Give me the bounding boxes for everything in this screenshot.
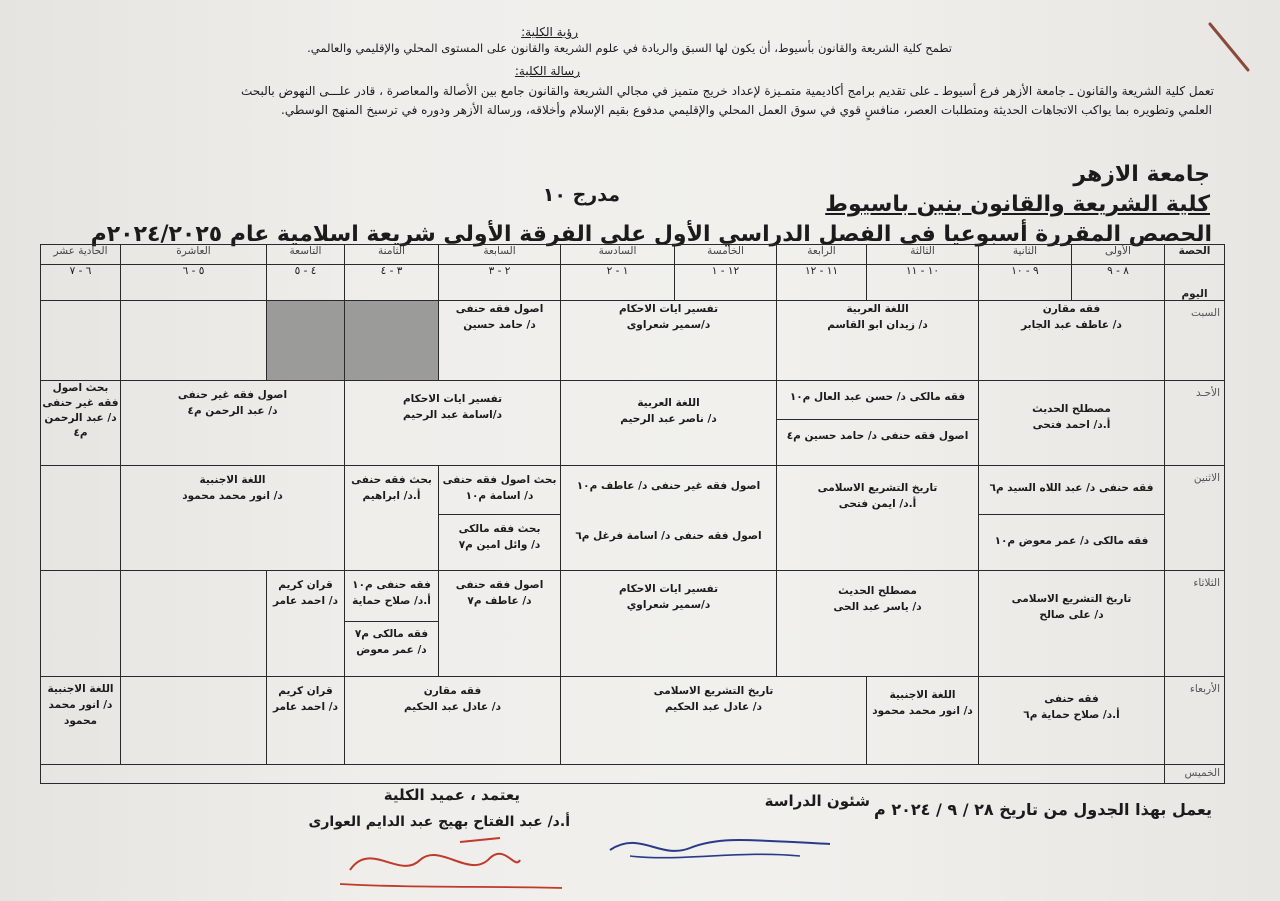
course-name: فقه مالكى د/ حسن عبد العال م١٠ — [789, 390, 966, 403]
lecturer-name: د/ انور محمد محمود — [48, 699, 113, 728]
course-name: اصول فقه حنفى — [455, 578, 544, 591]
course-name: مصطلح الحديث — [1032, 402, 1111, 415]
faculty-name: كلية الشريعة والقانون بنين باسيوط — [825, 192, 1210, 217]
period-names-row — [41, 245, 1225, 265]
lecturer-name: د/ عاطف م٧ — [467, 594, 532, 607]
time-5: ١٢ - ١ — [675, 264, 777, 301]
vision-title: رؤية الكلية: — [521, 25, 578, 39]
class-cell-split — [345, 570, 439, 677]
course-name: اصول فقه حنفى د/ حامد حسين م٤ — [777, 419, 978, 457]
day-sunday: الأحـد — [1165, 380, 1225, 466]
lecturer-name: أ.د/ ايمن فتحى — [838, 498, 917, 511]
period-8: الثامنة — [345, 245, 439, 265]
class-cell — [561, 380, 777, 466]
class-cell — [561, 301, 777, 380]
period-4: الرابعة — [777, 245, 867, 265]
period-5: الخامسة — [675, 245, 777, 265]
course-name: تاريخ التشريع الاسلامى — [817, 482, 938, 495]
day-saturday: السبت — [1165, 301, 1225, 380]
lecturer-name: د/ انور محمد محمود — [182, 490, 283, 503]
course-name: تاريخ التشريع الاسلامى — [1011, 592, 1132, 605]
dean-signature-icon — [330, 830, 570, 894]
class-cell — [345, 677, 561, 765]
schedule-table — [40, 244, 1225, 784]
effective-date: يعمل بهذا الجدول من تاريخ ٢٨ / ٩ / ٢٠٢٤ م — [874, 800, 1212, 819]
period-9: التاسعة — [267, 245, 345, 265]
day-row-sunday — [41, 380, 1225, 466]
time-4: ١١ - ١٢ — [777, 264, 867, 301]
course-block — [345, 621, 438, 671]
course-name: قران كريم — [278, 685, 333, 698]
time-3: ١٠ - ١١ — [867, 264, 979, 301]
course-name: اصول فقه حنفى د/ اسامة فرغل م٦ — [575, 530, 762, 543]
course-name: فقه مالكى د/ عمر معوض م١٠ — [979, 514, 1164, 562]
day-wednesday: الأربعاء — [1165, 677, 1225, 765]
lecturer-name: أ.د/ احمد فتحى — [1032, 418, 1111, 431]
corner-day: اليوم — [1165, 264, 1225, 301]
course-name: تاريخ التشريع الاسلامى — [653, 685, 774, 698]
study-affairs-label: شئون الدراسة — [764, 792, 870, 810]
empty-cell — [41, 301, 121, 380]
class-cell — [979, 301, 1165, 380]
hall-number: مدرج ١٠ — [542, 184, 620, 206]
time-10: ٥ - ٦ — [121, 264, 267, 301]
university-name: جامعة الازهر — [1073, 162, 1210, 187]
course-name: اصول فقه غير حنفى — [177, 388, 288, 401]
class-cell — [777, 466, 979, 570]
class-cell-split — [777, 380, 979, 466]
course-name: تفسير ايات الاحكام — [618, 303, 719, 316]
class-cell — [439, 570, 561, 677]
class-cell — [41, 380, 121, 466]
course-name: بحث فقه مالكى — [458, 523, 541, 536]
time-11: ٦ - ٧ — [41, 264, 121, 301]
class-cell-split — [439, 466, 561, 570]
course-block — [345, 571, 438, 621]
lecturer-name: د/ حامد حسين — [463, 319, 536, 332]
course-name: قران كريم — [278, 578, 333, 591]
class-cell — [121, 380, 345, 466]
class-cell — [439, 301, 561, 380]
class-cell — [777, 570, 979, 677]
period-1: الأولى — [1072, 245, 1165, 265]
lecturer-name: د/اسامة عبد الرحيم — [403, 408, 502, 421]
class-cell — [777, 301, 979, 380]
day-row-tuesday — [41, 570, 1225, 677]
lecturer-name: د/ ياسر عبد الحى — [833, 600, 922, 613]
lecturer-name: د/ احمد عامر — [273, 701, 338, 714]
empty-shaded-cell — [345, 301, 439, 380]
course-name: مصطلح الحديث — [838, 584, 917, 597]
lecturer-name: د/ عمر معوض — [356, 643, 427, 656]
day-row-saturday — [41, 301, 1225, 380]
time-6: ١ - ٢ — [561, 264, 675, 301]
course-name: بحث اصول فقه حنفى — [442, 474, 557, 487]
course-name: اصول فقه غير حنفى د/ عاطف م١٠ — [576, 480, 761, 493]
period-10: العاشرة — [121, 245, 267, 265]
lecturer-name: أ.د/ صلاح حماية — [352, 594, 431, 607]
course-name: بحث اصول فقه غير حنفى — [42, 381, 119, 409]
corner-period: الحصة — [1165, 245, 1225, 265]
lecturer-name: د/ عبد الرحمن م٤ — [187, 404, 278, 417]
course-name: فقه مالكى م٧ — [354, 627, 429, 640]
class-cell — [41, 677, 121, 765]
class-cell — [979, 677, 1165, 765]
lecturer-name: د/ عادل عبد الحكيم — [664, 701, 763, 714]
study-affairs-signature-icon — [600, 820, 840, 870]
day-row-thursday — [41, 765, 1225, 784]
course-name: اللغة الاجنبية — [889, 689, 956, 702]
course-name: بحث فقه حنفى — [351, 474, 432, 487]
lecturer-name: د/سمير شعراوى — [626, 319, 711, 332]
day-tuesday: الثلاثاء — [1165, 570, 1225, 677]
lecturer-name: د/ اسامة م١٠ — [465, 490, 534, 503]
class-cell — [267, 570, 345, 677]
course-name: اللغة العربية — [637, 396, 700, 409]
time-7: ٢ - ٣ — [439, 264, 561, 301]
course-name: فقه مقارن — [1042, 303, 1101, 316]
class-cell-split — [979, 466, 1165, 570]
day-monday: الاثنين — [1165, 466, 1225, 570]
lecturer-name: أ.د/ ابراهيم — [362, 490, 421, 503]
mission-text-line-2: العلمي وتطويره بما يواكب الاتجاهات الحديثة ومتطلبات العصر، منافسٍ قوي في سوق العمل المحلي والإقليمي مدفوع بقيم الإسلام وأخلاقه، ورسالة الأزهر ودوره في ترسيخ المنهج الوسطي. — [281, 103, 1212, 117]
lecturer-name: د/ وائل امين م٧ — [458, 539, 541, 552]
course-name: تفسير ايات الاحكام — [402, 392, 503, 405]
period-7: السابعة — [439, 245, 561, 265]
lecturer-name: د/ ناصر عبد الرحيم — [620, 412, 717, 425]
vision-text: تطمح كلية الشريعة والقانون بأسيوط، أن يكون لها السبق والريادة في علوم الشريعة والقانون على المستوى المحلي والإقليمي والعالمي. — [307, 41, 952, 55]
mission-text-line-1: تعمل كلية الشريعة والقانون ـ جامعة الأزهر فرع أسيوط ـ على تقديم برامج أكاديمية متمـيزة لإعداد خريج متميز في مجالي الشريعة والقانون جامع بين الأصالة والمعاصرة ، قادر علـــى النهوض بالبحث — [240, 84, 1214, 98]
class-cell — [979, 570, 1165, 677]
lecturer-name: أ.د/ صلاح حماية م٦ — [1023, 709, 1120, 722]
empty-cell — [41, 570, 121, 677]
lecturer-name: د/ عاطف عبد الجابر — [1021, 319, 1122, 332]
course-name: فقه مقارن — [423, 685, 482, 698]
course-name: اللغة العربية — [846, 303, 909, 316]
course-block — [439, 466, 560, 514]
period-11: الحادية عشر — [41, 245, 121, 265]
class-cell — [267, 677, 345, 765]
class-cell — [561, 570, 777, 677]
lecturer-name: د/ عبد الرحمن م٤ — [44, 411, 117, 439]
class-cell — [121, 466, 345, 570]
dean-name: أ.د/ عبد الفتاح بهيج عبد الدايم العوارى — [308, 814, 570, 830]
lecturer-name: د/ احمد عامر — [273, 594, 338, 607]
course-name: اصول فقه حنفى — [455, 303, 544, 316]
period-3: الثالثة — [867, 245, 979, 265]
day-row-wednesday — [41, 677, 1225, 765]
lecturer-name: د/ عادل عبد الحكيم — [403, 701, 502, 714]
lecturer-name: د/ انور محمد محمود — [872, 705, 973, 718]
course-name: فقه حنفى د/ عبد اللاه السيد م٦ — [989, 482, 1154, 495]
empty-cell — [41, 466, 121, 570]
empty-shaded-cell — [267, 301, 345, 380]
empty-cell — [41, 765, 1165, 784]
day-row-monday — [41, 466, 1225, 570]
time-2: ٩ - ١٠ — [979, 264, 1072, 301]
time-1: ٨ - ٩ — [1072, 264, 1165, 301]
empty-cell — [121, 301, 267, 380]
period-2: الثانية — [979, 245, 1072, 265]
time-8: ٣ - ٤ — [345, 264, 439, 301]
course-block — [439, 514, 560, 562]
course-name: اللغة الاجنبية — [199, 474, 266, 487]
approval-label: يعتمد ، عميد الكلية — [383, 786, 520, 804]
pen-mark-icon — [1200, 18, 1260, 78]
class-cell — [561, 677, 867, 765]
class-cell-split — [561, 466, 777, 570]
time-9: ٤ - ٥ — [267, 264, 345, 301]
lecturer-name: د/سمير شعراوي — [626, 598, 711, 611]
lecturer-name: د/ زيدان ابو القاسم — [827, 319, 928, 332]
class-cell — [345, 466, 439, 570]
mission-title: رسالة الكلية: — [514, 64, 580, 78]
class-cell — [345, 380, 561, 466]
empty-cell — [121, 570, 267, 677]
class-cell — [979, 380, 1165, 466]
course-name: اللغة الاجنبية — [47, 683, 114, 696]
class-cell — [867, 677, 979, 765]
course-name: تفسير ايات الاحكام — [618, 582, 719, 595]
period-times-row — [41, 264, 1225, 301]
course-name: فقه حنفى م١٠ — [352, 578, 431, 591]
lecturer-name: د/ على صالح — [1039, 608, 1104, 621]
course-name: فقه حنفى — [1044, 693, 1099, 706]
day-thursday: الخميس — [1165, 765, 1225, 784]
empty-cell — [121, 677, 267, 765]
schedule-title: الحصص المقررة أسبوعيا فى الفصل الدراسي الأول على الفرقة الأولى شريعة اسلامية عام ٢٠٢٤/٢٠٢٥م — [90, 222, 1212, 247]
period-6: السادسة — [561, 245, 675, 265]
